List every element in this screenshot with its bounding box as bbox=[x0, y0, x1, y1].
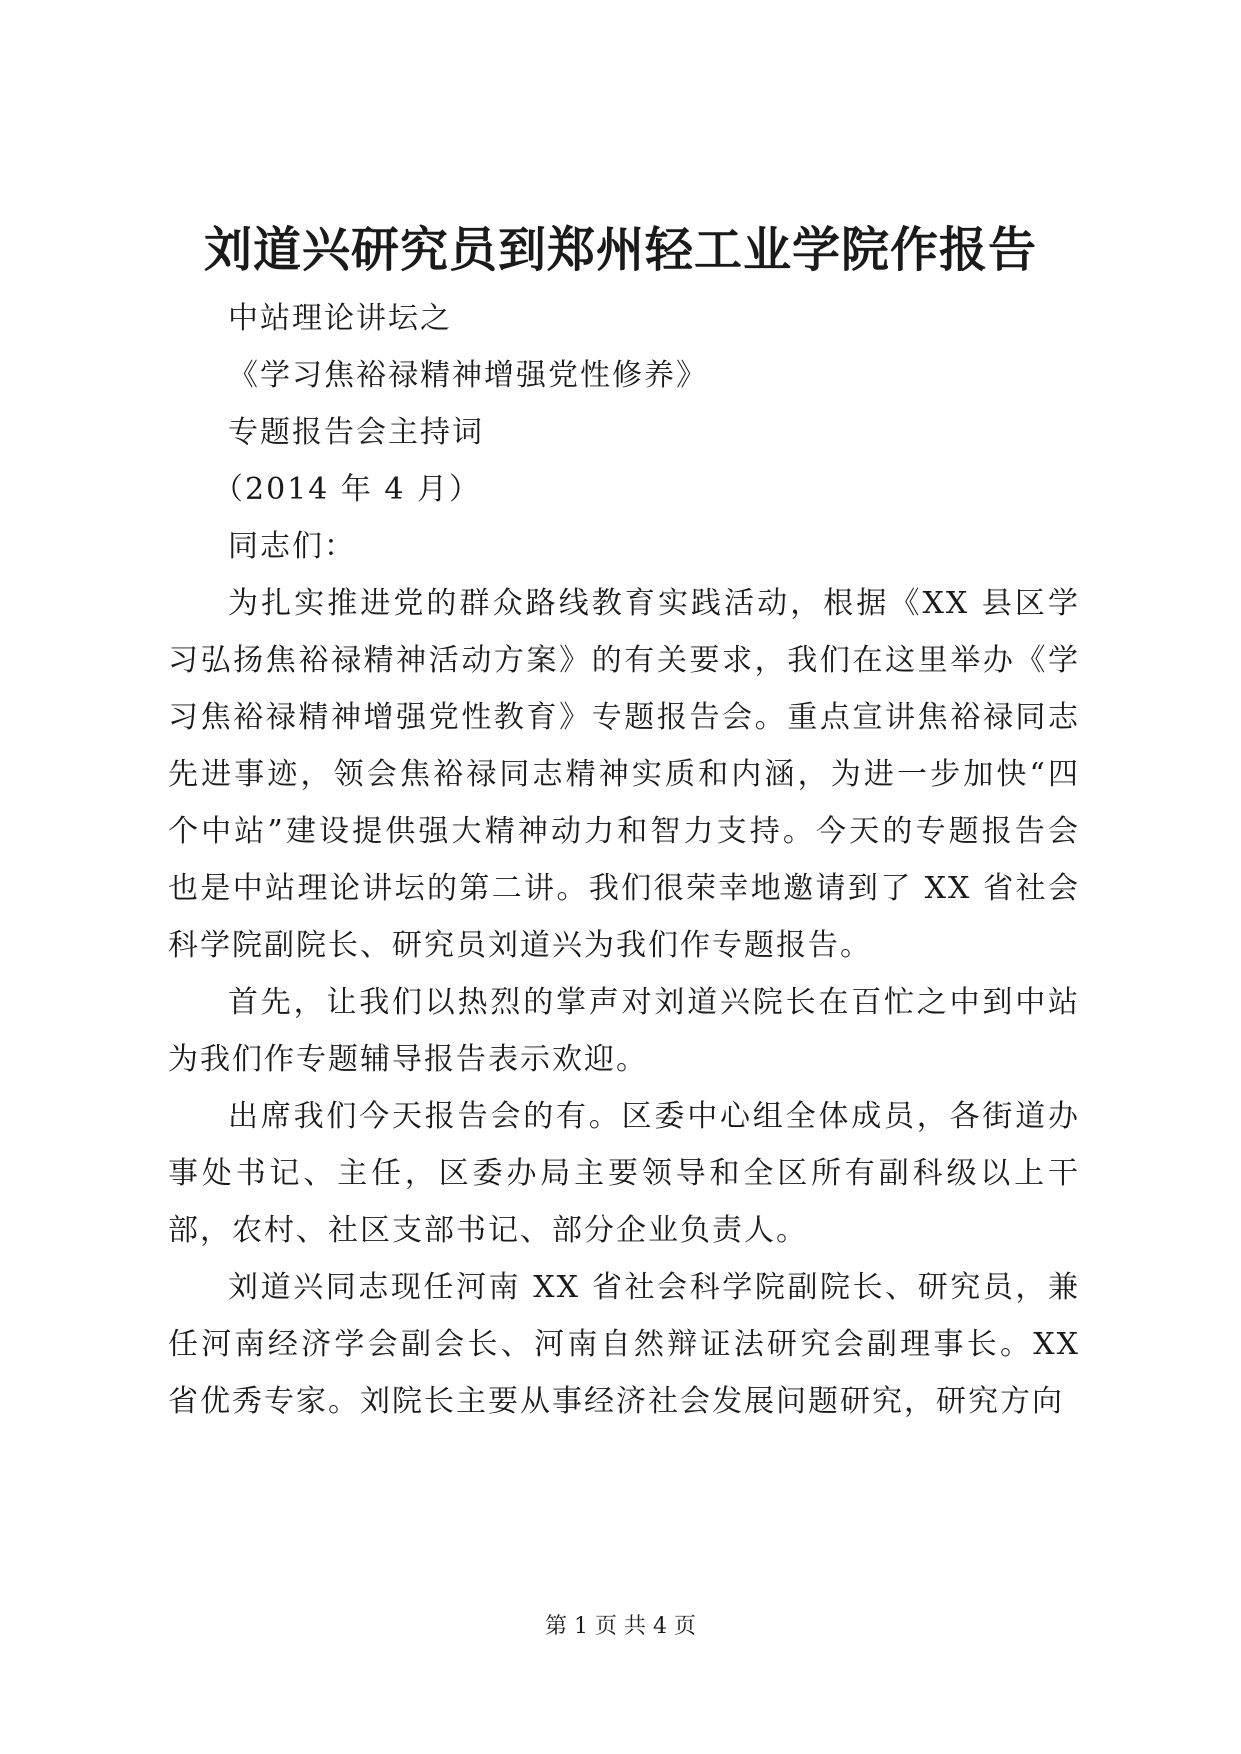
document-title: 刘道兴研究员到郑州轻工业学院作报告 bbox=[203, 222, 1037, 278]
paragraph-body: 刘道兴同志现任河南 XX 省社会科学院副院长、研究员，兼任河南经济学会副会长、河南自然辩证法研究会副理事长。XX 省优秀专家。刘院长主要从事经济社会发展问题研究，研究方向 bbox=[168, 1270, 1080, 1419]
paragraph-date: （2014 年 4 月） bbox=[213, 472, 482, 507]
paragraph-body: 出席我们今天报告会的有。区委中心组全体成员，各街道办事处书记、主任，区委办局主要领导和全区所有副科级以上干部，农村、社区支部书记、部分企业负责人。 bbox=[168, 1099, 1080, 1248]
paragraph-doc-type: 专题报告会主持词 bbox=[228, 415, 484, 450]
paragraph-body: 为扎实推进党的群众路线教育实践活动，根据《XX 县区学习弘扬焦裕禄精神活动方案》的有关要求，我们在这里举办《学习焦裕禄精神增强党性教育》专题报告会。重点宣讲焦裕禄同志先进事迹，领会焦裕禄同志精神实质和内涵，为进一步加快“四个中站”建设提供强大精神动力和智力支持。今天的专题报告会也是中站理论讲坛的第二讲。我们很荣幸地邀请到了 XX 省社会科学院副院长、研究员刘道兴为我们作专题报告。 bbox=[168, 586, 1080, 963]
paragraph-salutation: 同志们： bbox=[228, 529, 356, 564]
document-body bbox=[168, 290, 1080, 1430]
paragraph-series-name: 中站理论讲坛之 bbox=[228, 301, 452, 336]
paragraph-body: 首先，让我们以热烈的掌声对刘道兴院长在百忙之中到中站为我们作专题辅导报告表示欢迎。 bbox=[168, 985, 1080, 1077]
page-number-footer: 第 1 页 共 4 页 bbox=[545, 1614, 696, 1639]
paragraph-report-title: 《学习焦裕禄精神增强党性修养》 bbox=[228, 358, 708, 393]
